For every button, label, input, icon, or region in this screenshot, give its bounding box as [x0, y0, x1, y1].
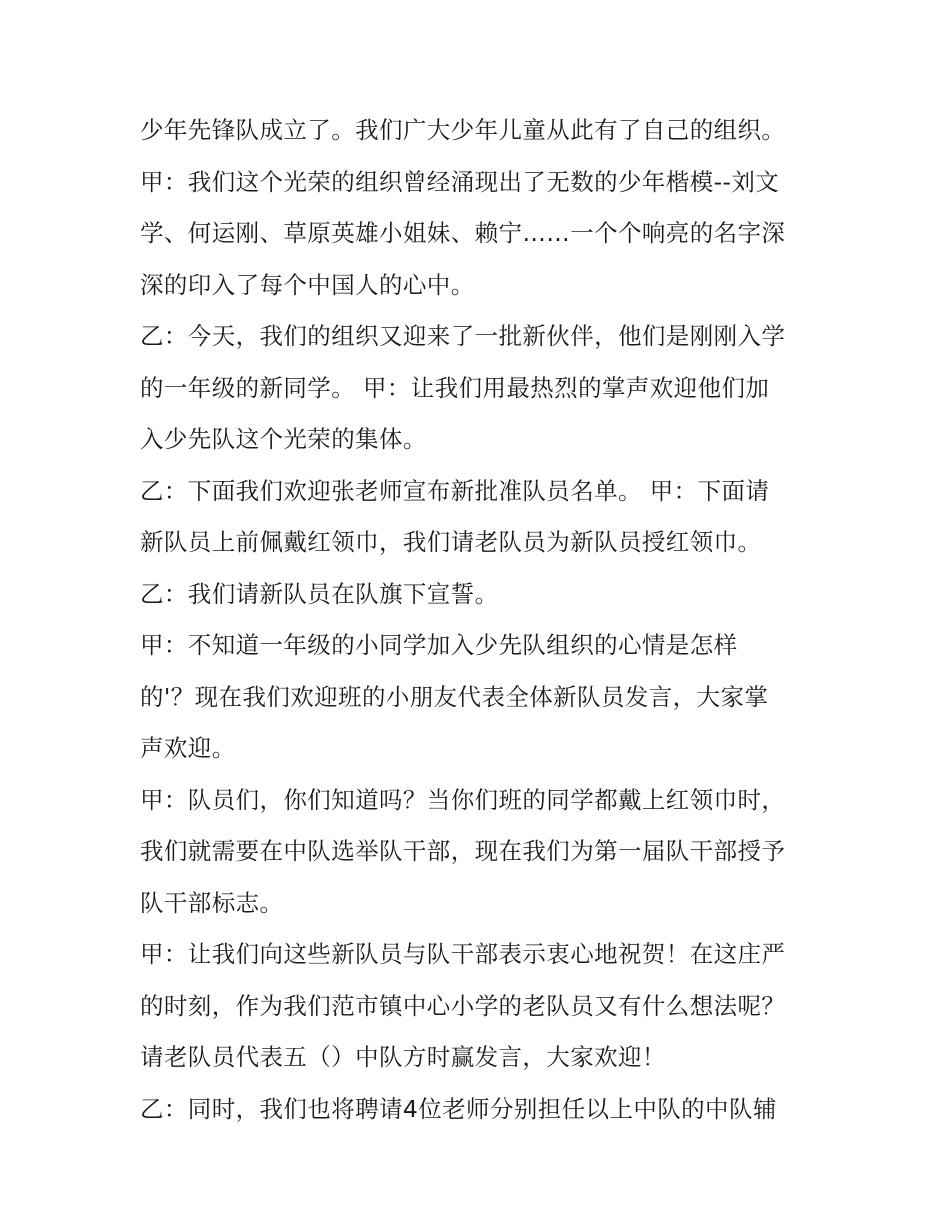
text-line: 少年先锋队成立了。我们广大少年儿童从此有了自己的组织。 — [140, 116, 786, 144]
text-line: 我们就需要在中队选举队干部，现在我们为第一届队干部授予 — [140, 837, 786, 865]
text-line: 乙：下面我们欢迎张老师宣布新批准队员名单。 甲：下面请 — [140, 476, 770, 505]
text-line: 甲：不知道一年级的小同学加入少先队组织的心情是怎样 — [140, 631, 738, 659]
text-line: 乙：我们请新队员在队旗下宣誓。 — [140, 579, 499, 608]
text-line: 的时刻，作为我们范市镇中心小学的老队员又有什么想法呢？ — [140, 991, 786, 1020]
text-line: 乙：同时，我们也将聘请4位老师分别担任以上中队的中队辅 — [140, 1094, 777, 1123]
text-line: 的'？现在我们欢迎班的小朋友代表全体新队员发言，大家掌 — [140, 682, 769, 711]
text-line: 学、何运刚、草原英雄小姐妹、赖宁……一个个响亮的名字深 — [140, 219, 786, 247]
text-line: 乙：今天，我们的组织又迎来了一批新伙伴，他们是刚刚入学 — [140, 322, 786, 350]
text-line: 入少先队这个光荣的集体。 — [140, 425, 427, 453]
text-line: 甲：我们这个光荣的组织曾经涌现出了无数的少年楷模--刘文 — [140, 167, 780, 196]
text-line: 甲：让我们向这些新队员与队干部表示衷心地祝贺！在这庄严 — [140, 940, 786, 968]
text-line: 的一年级的新同学。 甲：让我们用最热烈的掌声欢迎他们加 — [140, 373, 770, 402]
text-line: 声欢迎。 — [140, 734, 236, 762]
text-line: 甲：队员们，你们知道吗？当你们班的同学都戴上红领巾时， — [140, 785, 786, 814]
text-line: 深的印入了每个中国人的心中。 — [140, 270, 475, 299]
text-line: 请老队员代表五（）中队方时赢发言，大家欢迎！ — [140, 1043, 666, 1071]
document-body — [140, 105, 820, 1135]
text-line: 新队员上前佩戴红领巾，我们请老队员为新队员授红领巾。 — [140, 528, 762, 556]
text-line: 队干部标志。 — [140, 888, 284, 917]
